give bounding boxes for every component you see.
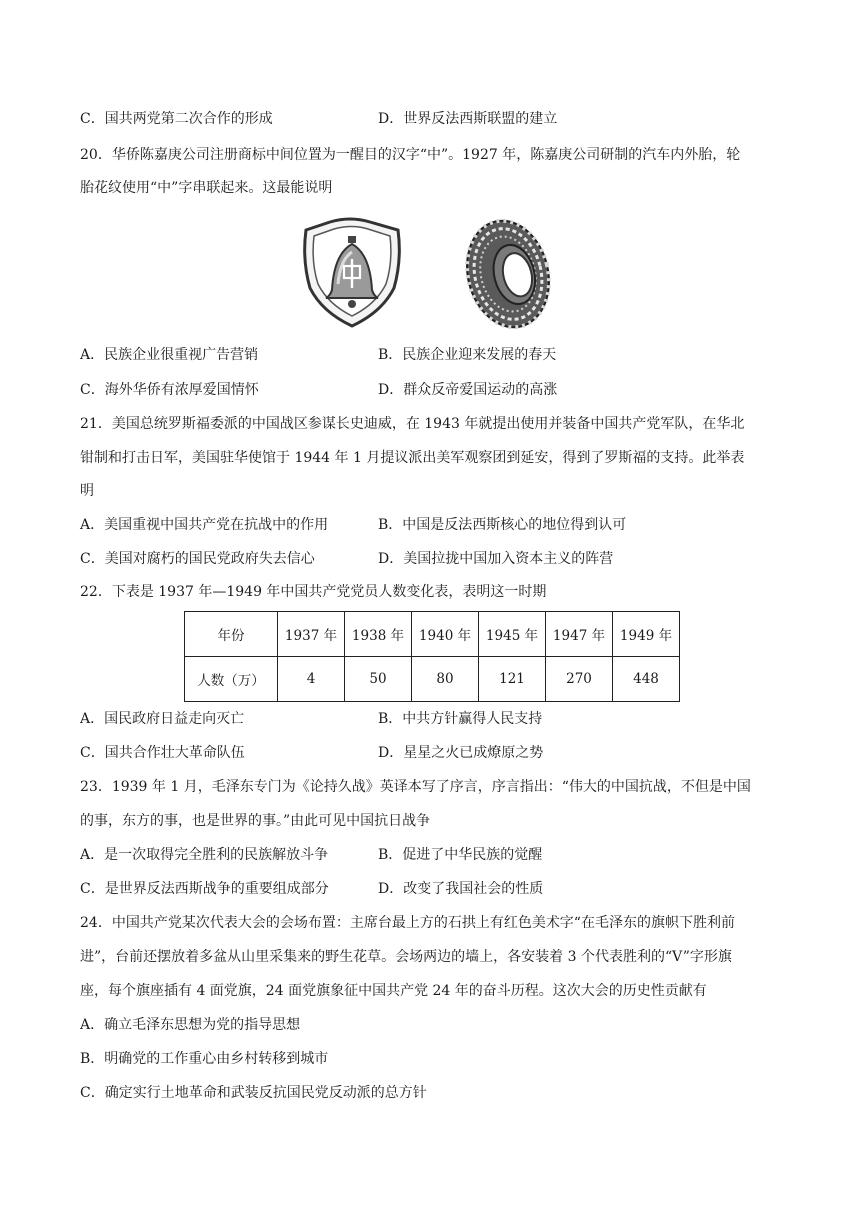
q22-stem-line-1: 22．下表是 1937 年—1949 年中国共产党党员人数变化表，表明这一时期 — [80, 584, 547, 600]
q24-stem-line-2: 进”，台前还摆放着多盆从山里采集来的野生花草。会场两边的墙上，各安装着 3 个代表胜利的“V”字形旗 — [80, 949, 732, 965]
q22-options-row-1 — [80, 709, 780, 729]
table-cell-year: 1947 年 — [546, 612, 613, 657]
table-cell-year: 1937 年 — [278, 612, 345, 657]
table-cell-members: 50 — [345, 657, 412, 702]
table-cell-year: 1945 年 — [479, 612, 546, 657]
q22-option-b[interactable]: B．中共方针赢得人民支持 — [378, 711, 543, 727]
q23-option-c[interactable]: C．是世界反法西斯战争的重要组成部分 — [80, 881, 329, 897]
table-cell-year: 1940 年 — [412, 612, 479, 657]
q20-figures — [298, 214, 568, 330]
q24-stem-line-3: 座，每个旗座插有 4 面党旗，24 面党旗象征中国共产党 24 年的奋斗历程。这次大会的历史性贡献有 — [80, 983, 707, 999]
table-cell-year: 1949 年 — [613, 612, 680, 657]
q21-stem-line-1: 21．美国总统罗斯福委派的中国战区参谋长史迪威，在 1943 年就提出使用并装备中国共产党军队，在华北 — [80, 416, 745, 432]
q21-options-row-2 — [80, 549, 780, 569]
q20-options-row-2 — [80, 380, 780, 400]
q20-stem-line-1: 20．华侨陈嘉庚公司注册商标中间位置为一醒目的汉字“中”。1927 年，陈嘉庚公司研制的汽车内外胎，轮 — [80, 147, 741, 163]
q22-option-d[interactable]: D．星星之火已成燎原之势 — [378, 745, 544, 761]
q23-option-b[interactable]: B．促进了中华民族的觉醒 — [378, 847, 543, 863]
q20-options-row-1 — [80, 345, 780, 365]
q24-option-a[interactable]: A．确立毛泽东思想为党的指导思想 — [80, 1017, 301, 1033]
q20-option-c[interactable]: C．海外华侨有浓厚爱国情怀 — [80, 382, 259, 398]
q19-option-d[interactable]: D．世界反法西斯联盟的建立 — [378, 111, 558, 127]
q20-option-d[interactable]: D．群众反帝爱国运动的高涨 — [378, 382, 558, 398]
q20-figures-svg — [298, 214, 568, 330]
table-header-members: 人数（万） — [185, 657, 278, 702]
q22-option-c[interactable]: C．国共合作壮大革命队伍 — [80, 745, 245, 761]
q21-stem-line-3: 明 — [80, 483, 94, 499]
q20-option-a[interactable]: A．民族企业很重视广告营销 — [80, 347, 259, 363]
q22-option-a[interactable]: A．国民政府日益走向灭亡 — [80, 711, 245, 727]
table-cell-members: 121 — [479, 657, 546, 702]
table-cell-members: 4 — [278, 657, 345, 702]
tire-icon — [456, 214, 560, 330]
q23-option-d[interactable]: D．改变了我国社会的性质 — [378, 881, 544, 897]
q19-options-row-2 — [80, 109, 780, 129]
q23-stem-line-2: 的事，东方的事，也是世界的事。”由此可见中国抗日战争 — [80, 813, 431, 829]
party-membership-table — [184, 611, 680, 702]
q24-option-c[interactable]: C．确定实行土地革命和武装反抗国民党反动派的总方针 — [80, 1085, 427, 1101]
table-row-members — [185, 657, 680, 702]
q23-stem-line-1: 23．1939 年 1 月，毛泽东专门为《论持久战》英译本写了序言，序言指出：“伟大的中国抗战，不但是中国 — [80, 779, 751, 795]
q24-option-b[interactable]: B．明确党的工作重心由乡村转移到城市 — [80, 1051, 329, 1067]
q21-stem-line-2: 钳制和打击日军，美国驻华使馆于 1944 年 1 月提议派出美军观察团到延安，得到了罗斯福的支持。此举表 — [80, 450, 745, 466]
q21-option-b[interactable]: B．中国是反法西斯核心的地位得到认可 — [378, 517, 627, 533]
bell-trademark-icon — [305, 219, 400, 326]
table-row-years — [185, 612, 680, 657]
q22-options-row-2 — [80, 743, 780, 763]
q21-option-a[interactable]: A．美国重视中国共产党在抗战中的作用 — [80, 517, 329, 533]
table-cell-members: 270 — [546, 657, 613, 702]
q20-stem-line-2: 胎花纹使用“中”字串联起来。这最能说明 — [80, 180, 333, 196]
q23-option-a[interactable]: A．是一次取得完全胜利的民族解放斗争 — [80, 847, 329, 863]
table-cell-members: 448 — [613, 657, 680, 702]
table-cell-members: 80 — [412, 657, 479, 702]
q21-options-row-1 — [80, 515, 780, 535]
q21-option-d[interactable]: D．美国拉拢中国加入资本主义的阵营 — [378, 551, 614, 567]
q24-stem-line-1: 24．中国共产党某次代表大会的会场布置：主席台最上方的石拱上有红色美术字“在毛泽东的旗帜下胜利前 — [80, 915, 735, 931]
table-header-year: 年份 — [185, 612, 278, 657]
q21-option-c[interactable]: C．美国对腐朽的国民党政府失去信心 — [80, 551, 315, 567]
q23-options-row-1 — [80, 845, 780, 865]
q19-option-c[interactable]: C．国共两党第二次合作的形成 — [80, 111, 273, 127]
q23-options-row-2 — [80, 879, 780, 899]
table-cell-year: 1938 年 — [345, 612, 412, 657]
q20-option-b[interactable]: B．民族企业迎来发展的春天 — [378, 347, 557, 363]
